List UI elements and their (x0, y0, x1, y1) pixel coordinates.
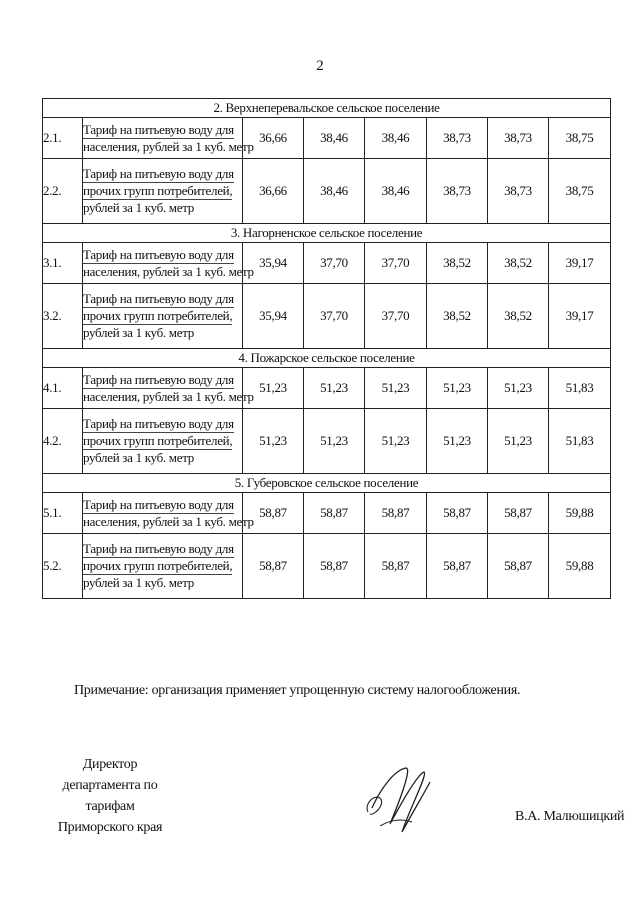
description-line: населения, рублей за 1 куб. метр (83, 138, 254, 154)
tariff-value: 59,88 (549, 493, 611, 534)
signatory-title-line: Приморского края (57, 820, 163, 835)
section-title: 3. Нагорненское сельское поселение (43, 224, 611, 243)
tariff-value: 37,70 (365, 284, 427, 349)
description-line: рублей за 1 куб. метр (83, 325, 194, 340)
description-line: рублей за 1 куб. метр (83, 575, 194, 590)
section-header-row (43, 349, 611, 368)
tariff-value: 51,83 (549, 368, 611, 409)
tariff-value: 39,17 (549, 284, 611, 349)
table-row (43, 243, 611, 284)
tariff-value: 58,87 (365, 534, 427, 599)
tariff-value: 38,52 (488, 284, 549, 349)
description-line: Тариф на питьевую воду для (83, 496, 234, 512)
tariff-value: 38,73 (488, 118, 549, 159)
tariff-description (83, 493, 254, 534)
table-row (43, 409, 611, 474)
tariff-value: 51,23 (488, 368, 549, 409)
signatory-name: В.А. Малюшицкий (515, 809, 625, 824)
tariff-value: 37,70 (304, 284, 365, 349)
description-line: населения, рублей за 1 куб. метр (83, 263, 254, 279)
description-line: Тариф на питьевую воду для (83, 121, 234, 137)
tariff-value: 58,87 (488, 493, 549, 534)
tariff-value: 37,70 (365, 243, 427, 284)
tariff-value: 39,17 (549, 243, 611, 284)
page-number: 2 (316, 58, 324, 74)
note-text: Примечание: организация применяет упрощенную систему налогообложения. (74, 683, 521, 698)
section-title: 2. Верхнеперевальское сельское поселение (43, 99, 611, 118)
tariff-value: 51,23 (427, 409, 488, 474)
tariff-value: 51,83 (549, 409, 611, 474)
tariff-value: 38,46 (304, 118, 365, 159)
tariff-value: 51,23 (243, 409, 304, 474)
tariff-value: 51,23 (365, 409, 427, 474)
tariff-value: 36,66 (243, 159, 304, 224)
table-row (43, 493, 611, 534)
tariff-table (42, 98, 611, 599)
signatory-title-line: департамента по тарифам (62, 778, 158, 814)
tariff-value: 58,87 (365, 493, 427, 534)
tariff-value: 38,52 (488, 243, 549, 284)
tariff-value: 38,73 (427, 159, 488, 224)
table-row (43, 159, 611, 224)
tariff-value: 58,87 (427, 534, 488, 599)
row-number: 3.2. (43, 284, 83, 349)
tariff-description (83, 409, 243, 474)
tariff-value: 35,94 (243, 284, 304, 349)
tariff-value: 51,23 (243, 368, 304, 409)
description-line: прочих групп потребителей, (83, 183, 233, 198)
signatory-title (40, 754, 180, 838)
tariff-value: 38,75 (549, 159, 611, 224)
section-header-row (43, 224, 611, 243)
description-line: Тариф на питьевую воду для (83, 371, 234, 387)
tariff-description (83, 243, 254, 284)
row-number: 5.2. (43, 534, 83, 599)
tariff-value: 58,87 (488, 534, 549, 599)
tariff-description (83, 118, 254, 159)
tariff-value: 38,46 (365, 159, 427, 224)
description-line: Тариф на питьевую воду для (83, 291, 234, 306)
tariff-value: 51,23 (365, 368, 427, 409)
row-number: 2.1. (43, 118, 83, 159)
tariff-description (83, 534, 243, 599)
tariff-value: 58,87 (304, 493, 365, 534)
tariff-value: 38,46 (304, 159, 365, 224)
description-line: прочих групп потребителей, (83, 308, 233, 323)
tariff-value: 51,23 (304, 409, 365, 474)
table-row (43, 284, 611, 349)
tariff-value: 59,88 (549, 534, 611, 599)
description-line: рублей за 1 куб. метр (83, 450, 194, 465)
description-line: рублей за 1 куб. метр (83, 200, 194, 215)
tariff-description (83, 284, 243, 349)
table-row (43, 534, 611, 599)
tariff-value: 51,23 (427, 368, 488, 409)
tariff-value: 51,23 (304, 368, 365, 409)
handwritten-signature (360, 760, 440, 840)
section-title: 5. Губеровское сельское поселение (43, 474, 611, 493)
row-number: 4.1. (43, 368, 83, 409)
tariff-value: 58,87 (243, 534, 304, 599)
description-line: населения, рублей за 1 куб. метр (83, 513, 254, 529)
table-row (43, 118, 611, 159)
row-number: 4.2. (43, 409, 83, 474)
description-line: Тариф на питьевую воду для (83, 166, 234, 181)
tariff-value: 58,87 (427, 493, 488, 534)
tariff-value: 35,94 (243, 243, 304, 284)
tariff-value: 37,70 (304, 243, 365, 284)
tariff-value: 51,23 (488, 409, 549, 474)
section-header-row (43, 474, 611, 493)
tariff-value: 38,52 (427, 284, 488, 349)
section-title: 4. Пожарское сельское поселение (43, 349, 611, 368)
section-header-row (43, 99, 611, 118)
description-line: населения, рублей за 1 куб. метр (83, 388, 254, 404)
tariff-value: 38,73 (427, 118, 488, 159)
tariff-value: 36,66 (243, 118, 304, 159)
signatory-title-line: Директор (82, 757, 138, 772)
table-row (43, 368, 611, 409)
tariff-value: 38,46 (365, 118, 427, 159)
tariff-value: 58,87 (304, 534, 365, 599)
tariff-description (83, 368, 254, 409)
tariff-value: 38,73 (488, 159, 549, 224)
row-number: 3.1. (43, 243, 83, 284)
tariff-value: 58,87 (243, 493, 304, 534)
description-line: Тариф на питьевую воду для (83, 246, 234, 262)
description-line: прочих групп потребителей, (83, 558, 233, 573)
tariff-value: 38,52 (427, 243, 488, 284)
description-line: Тариф на питьевую воду для (83, 541, 234, 556)
row-number: 5.1. (43, 493, 83, 534)
tariff-description (83, 159, 243, 224)
row-number: 2.2. (43, 159, 83, 224)
tariff-value: 38,75 (549, 118, 611, 159)
description-line: прочих групп потребителей, (83, 433, 233, 448)
description-line: Тариф на питьевую воду для (83, 416, 234, 431)
